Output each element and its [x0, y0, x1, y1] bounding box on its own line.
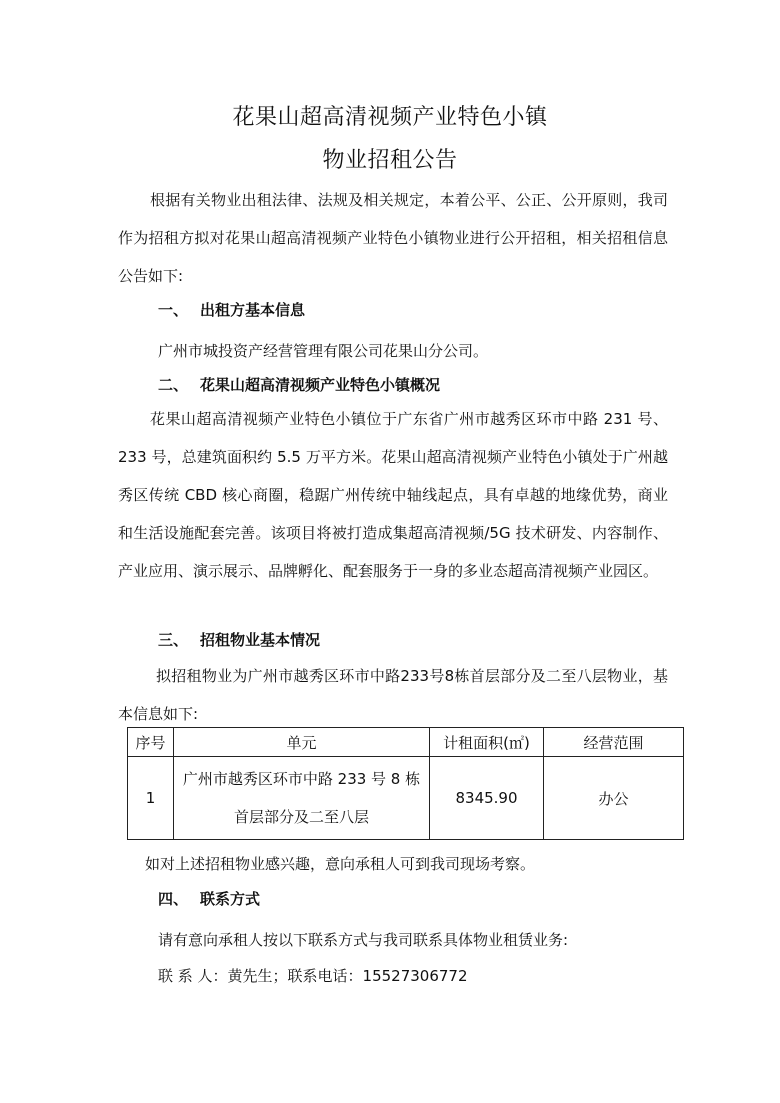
table-cell-area: 8345.90	[430, 757, 544, 840]
table-cell-scope: 办公	[544, 757, 684, 840]
section4-heading	[158, 887, 260, 911]
contact-line: 联 系 人：黄先生；联系电话：15527306772	[158, 967, 468, 985]
table-header-scope: 经营范围	[544, 728, 684, 757]
section4-title: 联系方式	[200, 890, 261, 908]
section2-number: 二、	[158, 376, 189, 394]
table-cell-unit: 广州市越秀区环市中路 233 号 8 栋首层部分及二至八层	[174, 757, 430, 840]
section1-number: 一、	[158, 301, 189, 319]
section2-body: 花果山超高清视频产业特色小镇位于广东省广州市越秀区环市中路 231 号、233 号，总建筑面积约 5.5 万平方米。花果山超高清视频产业特色小镇处于广州越秀区传统 CBD 核心商圈，稳踞广州传统中轴线起点，具有卓越的地缘优势，商业和生活设施配套完善。该项目将被打造成集超高清视频/5G 技术研发、内容制作、产业应用、演示展示、品牌孵化、配套服务于一身的多业态超高清视频产业园区。	[118, 410, 668, 580]
table-header-area: 计租面积(㎡)	[430, 728, 544, 757]
section1-body: 广州市城投资产经营管理有限公司花果山分公司。	[158, 342, 489, 360]
section2-heading	[158, 373, 440, 397]
section3-title: 招租物业基本情况	[200, 631, 321, 649]
section3-body: 拟招租物业为广州市越秀区环市中路233号8栋首层部分及二至八层物业，基本信息如下:	[118, 667, 668, 723]
doc-title-line1: 花果山超高清视频产业特色小镇	[232, 105, 548, 130]
after-table-text: 如对上述招租物业感兴趣，意向承租人可到我司现场考察。	[145, 855, 536, 873]
section1-heading	[158, 298, 305, 322]
section1-title: 出租方基本信息	[200, 301, 306, 319]
section2-title: 花果山超高清视频产业特色小镇概况	[200, 376, 441, 394]
intro-paragraph: 根据有关物业出租法律、法规及相关规定，本着公平、公正、公开原则，我司作为招租方拟对花果山超高清视频产业特色小镇物业进行公开招租，相关招租信息公告如下:	[118, 191, 668, 285]
property-table	[127, 727, 684, 840]
table-header-no: 序号	[128, 728, 174, 757]
table-cell-no: 1	[128, 757, 174, 840]
section4-number: 四、	[158, 890, 189, 908]
table-row	[128, 757, 684, 840]
section3-heading	[158, 628, 320, 652]
table-header-row	[128, 728, 684, 757]
doc-title-line2: 物业招租公告	[322, 148, 458, 173]
section3-number: 三、	[158, 631, 189, 649]
section4-body: 请有意向承租人按以下联系方式与我司联系具体物业租赁业务:	[158, 931, 569, 949]
table-header-unit: 单元	[174, 728, 430, 757]
